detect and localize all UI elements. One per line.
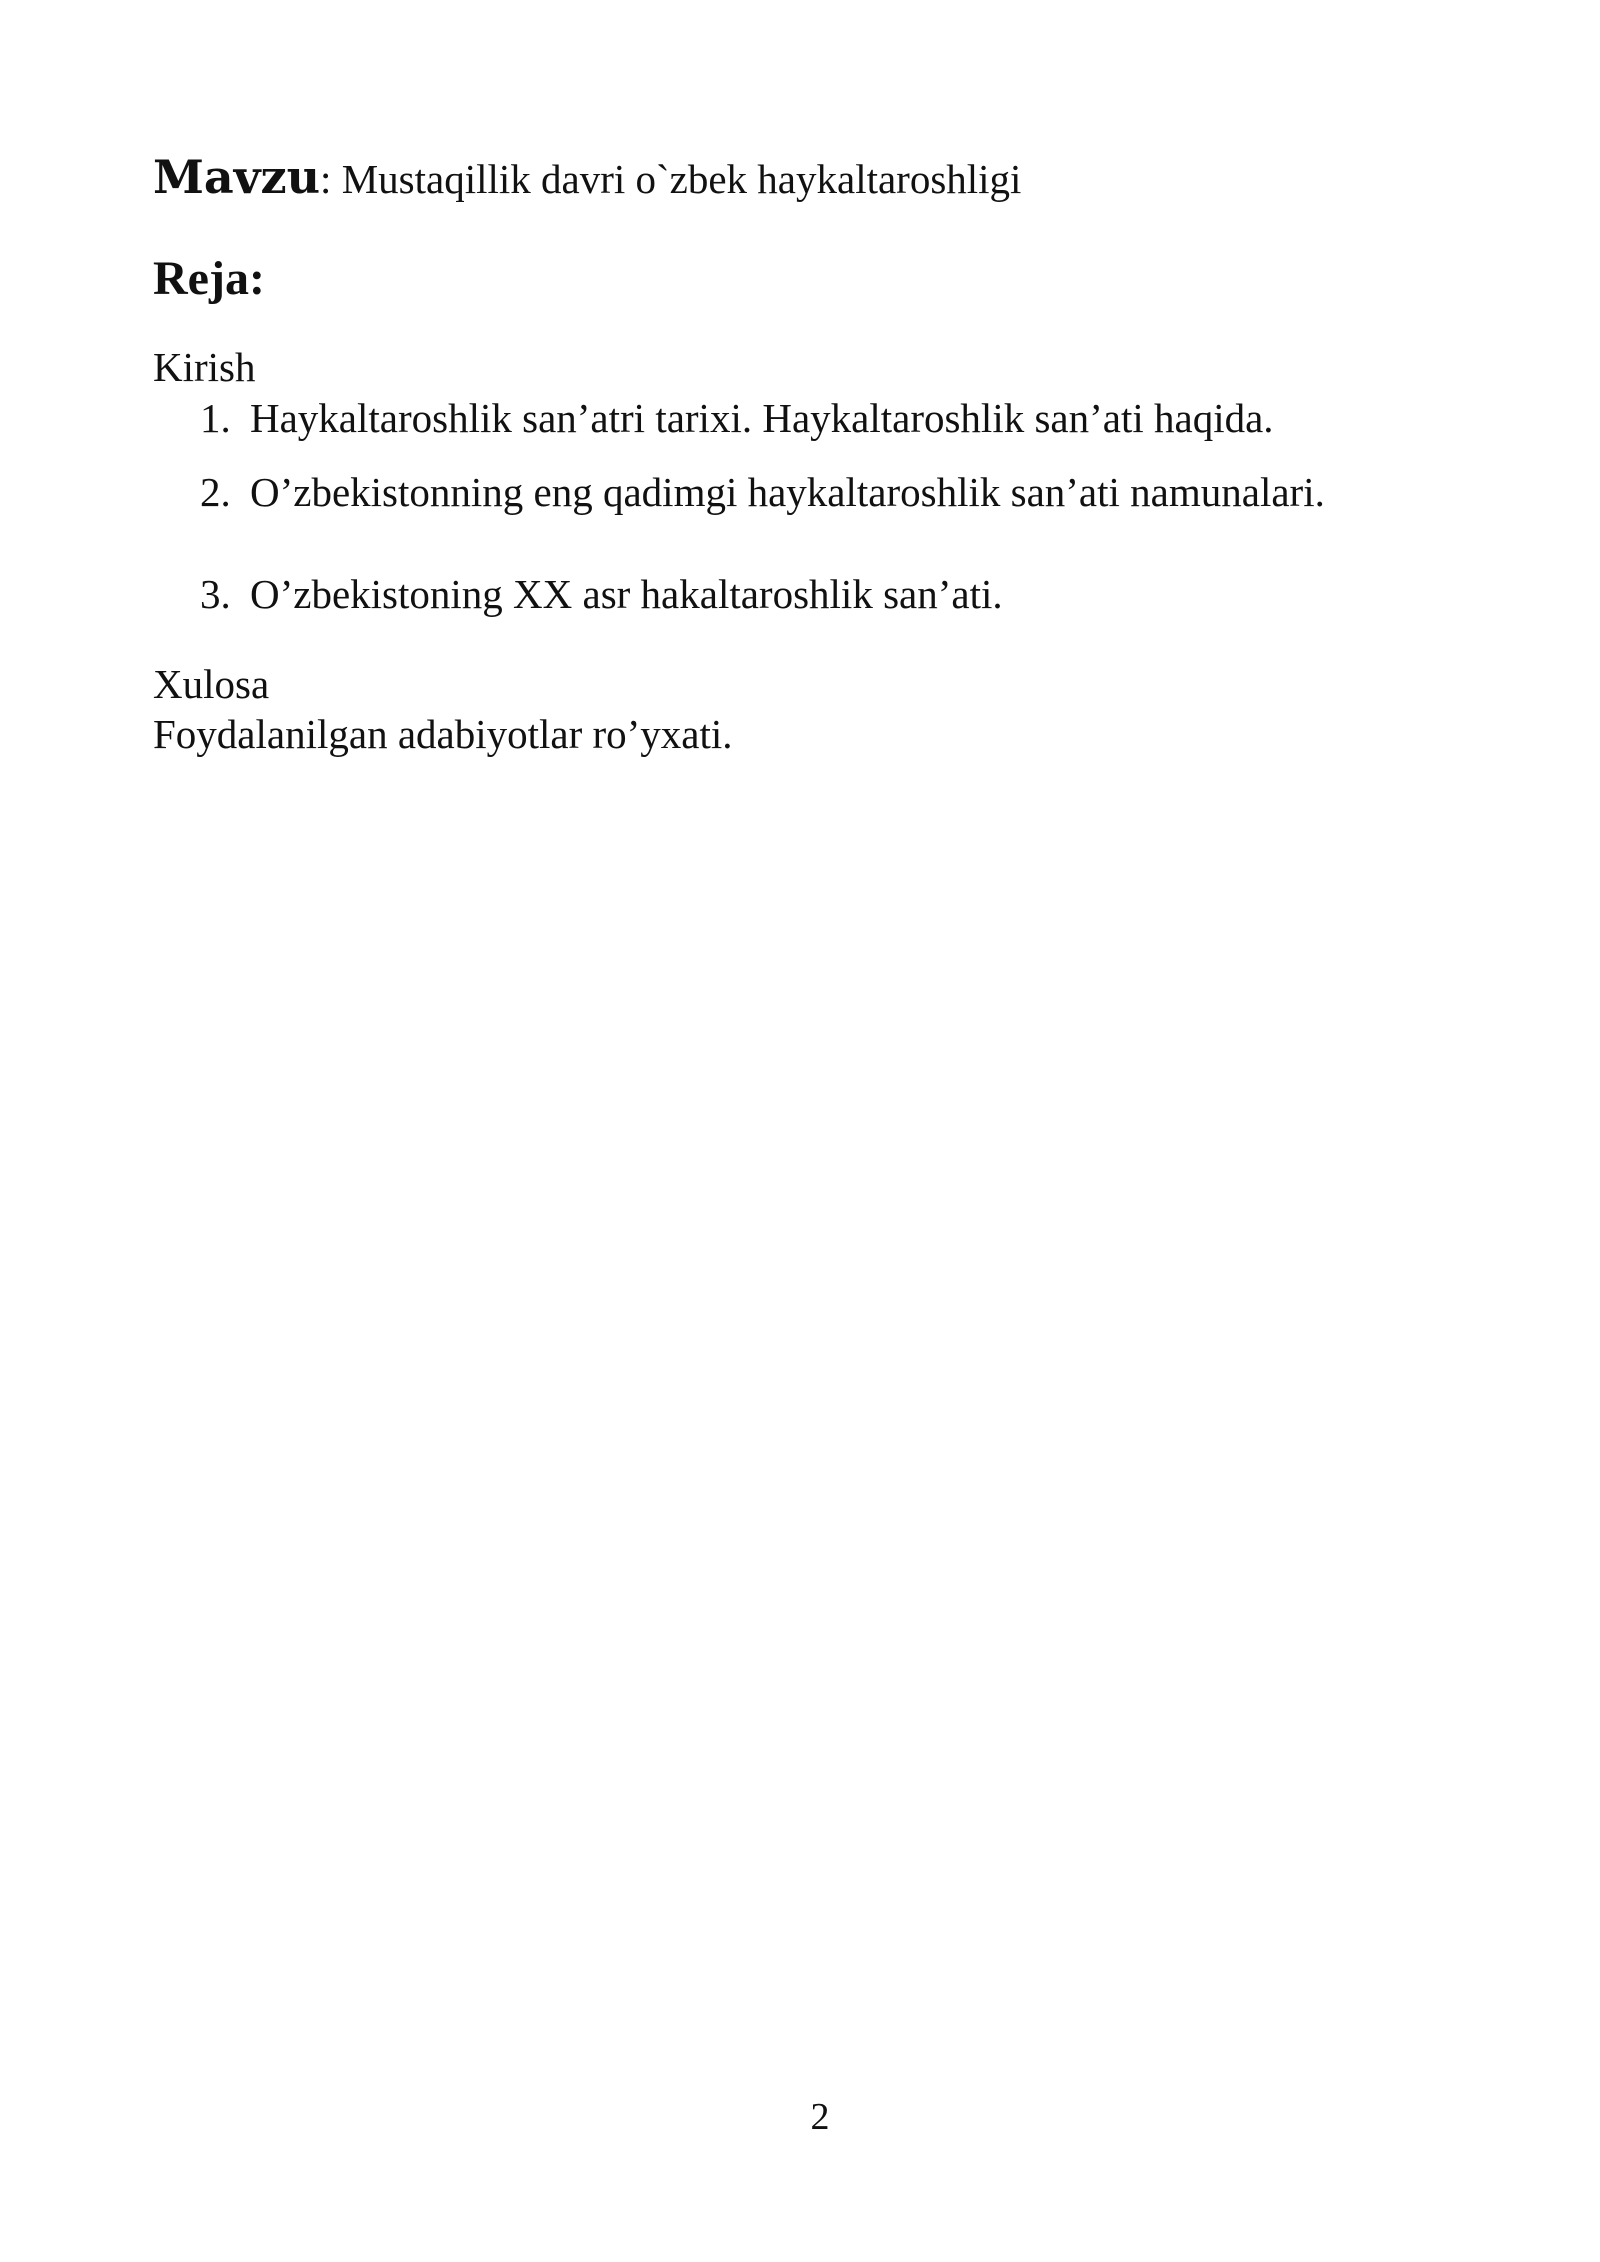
- plan-item: [200, 468, 1325, 517]
- topic-separator: :: [320, 156, 332, 202]
- plan-item-text: Haykaltaroshlik san’atri tarixi. Haykaltaroshlik san’ati haqida.: [250, 395, 1274, 441]
- plan-heading: Reja:: [153, 252, 265, 305]
- page-number: 2: [810, 2096, 830, 2138]
- intro-line: Kirish: [153, 344, 256, 390]
- topic-text: Mustaqillik davri o`zbek haykaltaroshligi: [331, 156, 1022, 202]
- conclusion-line: Xulosa: [153, 661, 270, 707]
- plan-item-number: 2.: [200, 469, 231, 515]
- topic-label: Mavzu: [153, 150, 321, 204]
- plan-item-number: 3.: [200, 571, 231, 617]
- plan-item-text: O’zbekistonning eng qadimgi haykaltaroshlik san’ati namunalari.: [250, 469, 1325, 515]
- plan-item: [200, 570, 1003, 619]
- plan-item-text: O’zbekistoning XX asr hakaltaroshlik san’ati.: [250, 571, 1003, 617]
- references-line: Foydalanilgan adabiyotlar ro’yxati.: [153, 711, 733, 757]
- plan-item: [200, 394, 1274, 443]
- topic-line: [153, 150, 1021, 205]
- plan-item-number: 1.: [200, 395, 231, 441]
